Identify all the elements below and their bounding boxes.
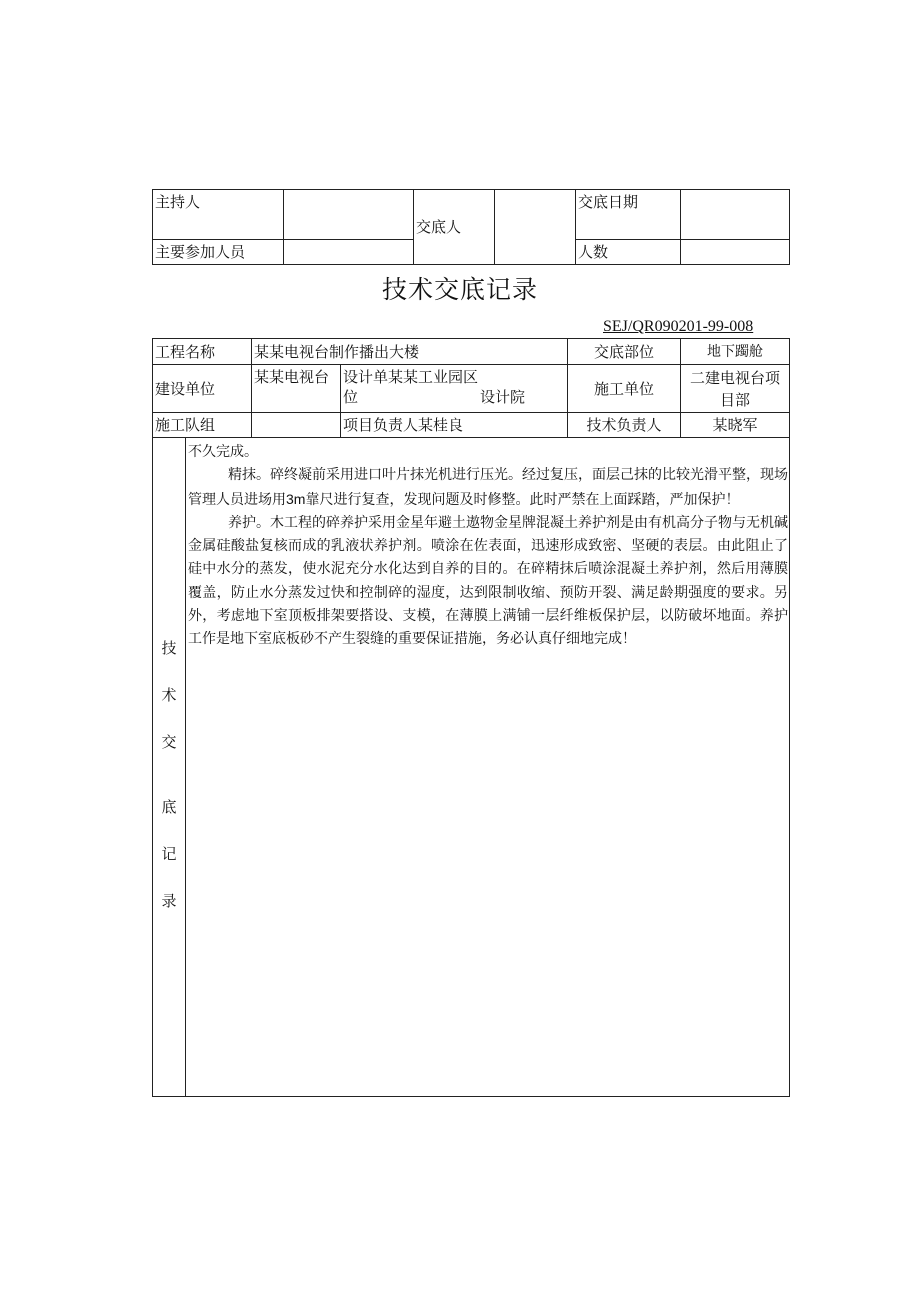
record-table <box>152 338 790 1097</box>
side-char-3: 交 <box>161 733 177 751</box>
side-char-1: 技 <box>161 639 177 657</box>
project-value: 某某电视台制作播出大楼 <box>252 339 568 365</box>
builder-label: 建设单位 <box>153 365 252 413</box>
pm-value: 某桂良 <box>418 416 464 434</box>
side-char-5: 记 <box>161 845 177 863</box>
content-p1-num: 3m <box>286 490 306 507</box>
part-label: 交底部位 <box>568 339 681 365</box>
participants-label: 主要参加人员 <box>153 240 284 265</box>
constructor-label: 施工单位 <box>568 365 681 413</box>
page-title: 技术交底记录 <box>381 275 538 304</box>
date-label: 交底日期 <box>576 190 681 240</box>
design-label-1: 设计单 <box>343 368 389 386</box>
tech-value: 某晓军 <box>681 413 790 438</box>
pm-cell <box>341 413 568 438</box>
content-paragraph-2: 养护。木工程的碎养护采用金星年避土遨物金星牌混凝土养护剂是由有机高分子物与无机碱金属硅酸盐复核而成的乳液状养护剂。喷涂在佐表面，迅速形成致密、坚硬的表层。由此阻止了硅中水分的蒸发，使水泥充分水化达到自养的目的。在碎精抹后喷涂混凝土养护剂，然后用薄膜覆盖，防止水分蒸发过快和控制碎的湿度，达到限制收缩、预防开裂、满足龄期强度的要求。另外，考虑地下室顶板排架要搭设、支模，在薄膜上满铺一层纤维板保护层，以防破坏地面。养护工作是地下室底板砂不产生裂缝的重要保证措施，务必认真仔细地完成！ <box>188 514 789 648</box>
discloser-label: 交底人 <box>414 190 495 265</box>
content-p1-a: 精抹。碎终凝前采用进口叶片抹光机进行压光。经过复压，面层己抹的比较光滑平整，现场管理人员进场用 <box>188 467 789 508</box>
design-label-2: 位 <box>343 388 359 406</box>
header-table <box>152 189 790 265</box>
side-char-2: 术 <box>161 686 177 704</box>
design-value-2: 设计院 <box>480 388 526 406</box>
host-label: 主持人 <box>153 190 284 240</box>
team-label: 施工队组 <box>153 413 252 438</box>
pm-label: 项目负责人 <box>343 416 419 434</box>
date-value[interactable] <box>681 190 790 240</box>
count-label: 人数 <box>576 240 681 265</box>
team-value <box>252 413 341 438</box>
builder-value: 某某电视台 <box>252 365 341 413</box>
content-body <box>186 438 790 1097</box>
part-value: 地下躅舱 <box>681 339 790 365</box>
discloser-value[interactable] <box>495 190 576 265</box>
side-label <box>153 438 186 1097</box>
content-paragraph-1 <box>188 464 788 512</box>
count-value[interactable] <box>681 240 790 265</box>
design-value-1: 某某工业园区 <box>388 368 479 386</box>
side-char-4: 底 <box>161 798 177 816</box>
constructor-value: 二建电视台项目部 <box>681 365 790 413</box>
participants-value[interactable] <box>284 240 414 265</box>
host-value[interactable] <box>284 190 414 240</box>
tech-label: 技术负责人 <box>568 413 681 438</box>
side-char-6: 录 <box>161 892 177 910</box>
design-cell <box>341 365 568 413</box>
project-label: 工程名称 <box>153 339 252 365</box>
doc-number: SEJ/QR090201-99-008 <box>603 318 754 335</box>
content-p1-b: 靠尺进行复查，发现问题及时修整。此时严禁在上面踩踏，严加保护！ <box>305 491 740 508</box>
content-paragraph-0: 不久完成。 <box>188 444 258 460</box>
